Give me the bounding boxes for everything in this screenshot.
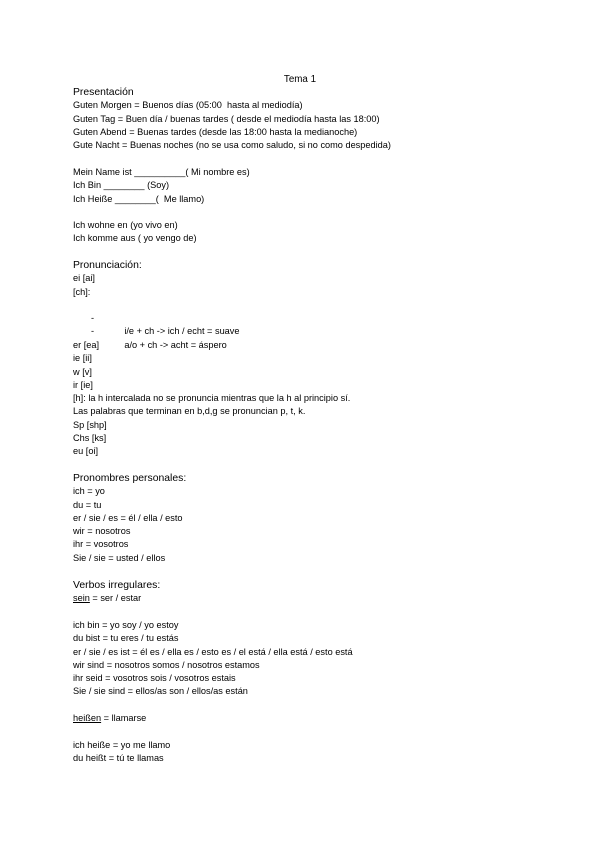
- irregular-verbs-heading: Verbos irregulares:: [73, 580, 161, 591]
- sein-conjugation: [73, 619, 353, 699]
- intro-line: Mein Name ist __________( Mi nombre es): [73, 167, 250, 177]
- pronunciation-section-cont: [73, 339, 350, 459]
- verb-heissen-definition: [73, 712, 146, 725]
- heissen-conjugation: [73, 739, 170, 766]
- greetings-heading: Presentación: [73, 87, 134, 98]
- greeting-line: Guten Morgen = Buenos días (05:00 hasta al mediodía): [73, 100, 303, 111]
- pronunciation-line: er [ea]: [73, 340, 100, 350]
- pronunciation-line: eu [oi]: [73, 446, 99, 457]
- verb-heissen-meaning: = llamarse: [101, 713, 147, 723]
- pronunciation-line: ir [ie]: [73, 379, 93, 390]
- living-section: [73, 219, 197, 246]
- bullet-text: a/o + ch -> acht = áspero: [124, 339, 227, 350]
- living-line: Ich komme aus ( yo vengo de): [73, 233, 197, 244]
- conjugation-line: wir sind = nosotros somos / nosotros estamos: [73, 659, 260, 670]
- conjugation-line: ich bin = yo soy / yo estoy: [73, 620, 179, 630]
- greetings-section: [73, 86, 391, 152]
- greeting-line: Gute Nacht = Buenas noches (no se usa como saludo, si no como despedida): [73, 140, 391, 151]
- intro-section: [73, 166, 250, 206]
- intro-line: Ich Bin ________ (Soy): [73, 180, 170, 191]
- pronunciation-line: [h]: la h intercalada no se pronuncia mientras que la h al principio sí.: [73, 393, 351, 404]
- bullet-text: i/e + ch -> ich / echt = suave: [124, 326, 240, 337]
- verb-sein-word: sein: [73, 593, 90, 604]
- greeting-line: Guten Tag = Buen día / buenas tardes ( desde el mediodía hasta las 18:00): [73, 113, 380, 124]
- conjugation-line: ich heiße = yo me llamo: [73, 740, 171, 750]
- pronoun-line: wir = nosotros: [73, 526, 131, 537]
- pronunciation-line: Chs [ks]: [73, 433, 107, 444]
- verb-sein-meaning: = ser / estar: [89, 593, 142, 604]
- pronunciation-line: Sp [shp]: [73, 419, 107, 430]
- verb-sein-definition: [73, 592, 160, 605]
- bullet-marker: -: [91, 313, 95, 324]
- verb-heissen-word: heißen: [73, 713, 102, 723]
- pronoun-line: er / sie / es = él / ella / esto: [73, 512, 183, 523]
- pronoun-line: ihr = vosotros: [73, 539, 129, 550]
- living-line: Ich wohne en (yo vivo en): [73, 220, 178, 230]
- pronunciation-line: w [v]: [73, 366, 92, 377]
- heissen-definition-block: [73, 712, 146, 725]
- pronoun-line: ich = yo: [73, 486, 105, 497]
- greeting-line: Guten Abend = Buenas tardes (desde las 18:00 hasta la medianoche): [73, 126, 358, 137]
- pronouns-section: [73, 472, 186, 565]
- pronunciation-line: Las palabras que terminan en b,d,g se pronuncian p, t, k.: [73, 406, 306, 417]
- pronoun-line: du = tu: [73, 499, 102, 510]
- pronoun-line: Sie / sie = usted / ellos: [73, 552, 166, 563]
- pronunciation-line: ei [ai]: [73, 273, 95, 284]
- document-title: Tema 1: [283, 74, 317, 85]
- pronunciation-heading: Pronunciación:: [73, 260, 142, 271]
- bullet-marker: -: [91, 326, 95, 337]
- pronunciation-line: ie [ii]: [73, 353, 92, 364]
- conjugation-line: du bist = tu eres / tu estás: [73, 633, 179, 644]
- conjugation-line: Sie / sie sind = ellos/as son / ellos/as están: [73, 686, 248, 697]
- intro-line: Ich Heiße ________( Me llamo): [73, 193, 205, 204]
- conjugation-line: er / sie / es ist = él es / ella es / esto es / el está / ella está / esto está: [73, 646, 353, 657]
- pronouns-heading: Pronombres personales:: [73, 473, 187, 484]
- conjugation-line: ihr seid = vosotros sois / vosotros estais: [73, 673, 236, 684]
- conjugation-line: du heißt = tú te llamas: [73, 753, 164, 764]
- pronunciation-line: [ch]:: [73, 286, 91, 297]
- pronunciation-bullet: [73, 299, 240, 337]
- irregular-verbs-section: [73, 579, 160, 606]
